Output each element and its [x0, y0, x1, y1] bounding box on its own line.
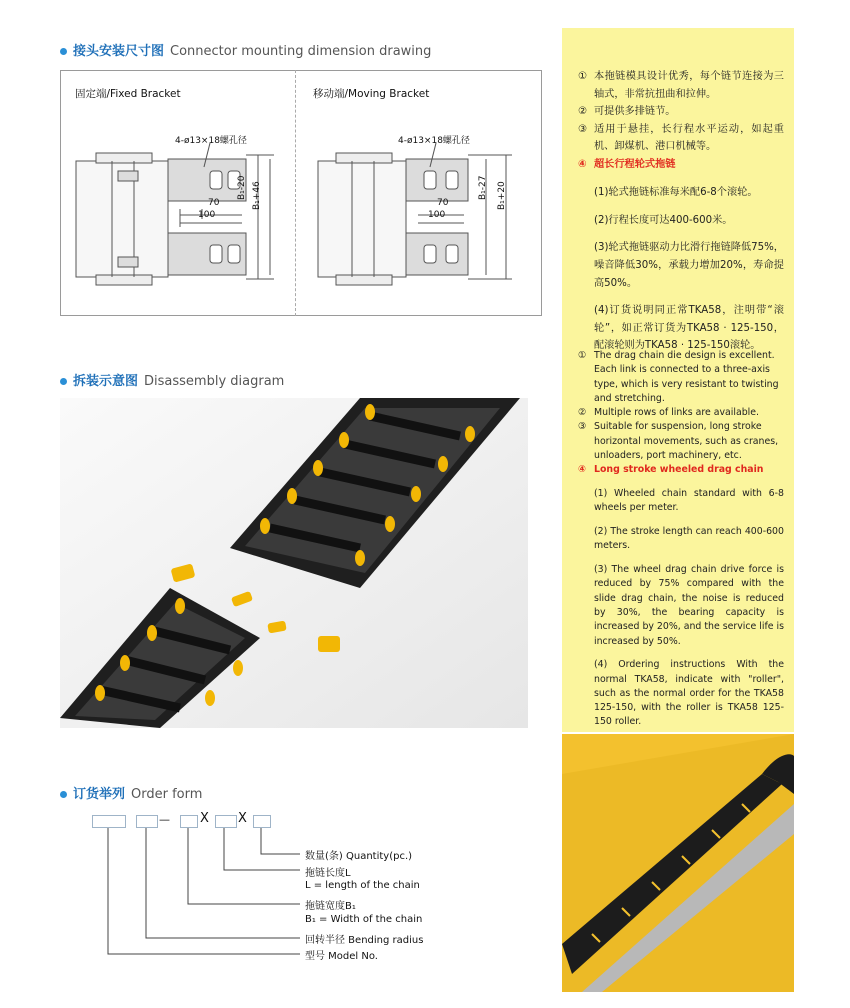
- section-title-dimension: 接头安装尺寸图 Connector mounting dimension drawing: [60, 40, 431, 59]
- installation-photo: [562, 734, 794, 992]
- fixed-hole-spec: 4-ø13×18螺孔径: [175, 136, 247, 146]
- fixed-bracket-label: 固定端/Fixed Bracket: [75, 88, 181, 100]
- order-label-radius: 回转半径 Bending radius: [305, 935, 424, 946]
- feature-cn-4: ④ 超长行程轮式拖链: [578, 158, 676, 170]
- features-en-list: [578, 349, 784, 739]
- order-separator-dash: —: [159, 813, 170, 826]
- feature-en-1: ① The drag chain die design is excellent. Each link is connected to a three-axis type, which is very resistant to twisting and stretching.: [578, 350, 779, 404]
- feature-en-2: ② Multiple rows of links are available.: [578, 407, 760, 419]
- feature-en-4: ④ Long stroke wheeled drag chain: [578, 464, 764, 476]
- order-label-width-en: B₁ = Width of the chain: [305, 914, 423, 925]
- order-separator-x2: X: [238, 811, 247, 826]
- bullet-icon: [60, 378, 67, 385]
- order-separator-x1: X: [200, 811, 209, 826]
- section-title-disassembly: 拆装示意图 Disassembly diagram: [60, 370, 284, 389]
- feature-cn-2: ② 可提供多排链节。: [578, 106, 676, 118]
- order-label-length-en: L = length of the chain: [305, 880, 420, 891]
- order-label-quantity: 数量(条) Quantity(pc.): [305, 851, 413, 862]
- fixed-dim-100: 100: [198, 210, 216, 220]
- moving-hole-spec: 4-ø13×18螺孔径: [398, 136, 470, 146]
- moving-dim-100: 100: [428, 210, 446, 220]
- moving-dim-b1: B₁-27: [478, 175, 488, 200]
- disassembly-photo: [60, 398, 528, 728]
- order-label-model: 型号 Model No.: [305, 951, 378, 962]
- feature-cn-1: ① 本拖链模具设计优秀，每个链节连接为三轴式，非常抗扭曲和拉伸。: [578, 71, 784, 100]
- fixed-dim-b1b: B₁+46: [252, 181, 262, 210]
- section-title-order: 订货举列 Order form: [60, 783, 202, 802]
- moving-dim-70: 70: [437, 198, 449, 208]
- bullet-icon: [60, 791, 67, 798]
- order-label-width-cn: 拖链宽度B₁: [305, 901, 356, 912]
- feature-cn-4-details: (1)轮式拖链标准每米配6-8个滚轮。 (2)行程长度可达400-600米。 (3)轮式拖链驱动力比滑行拖链降低75%，噪音降低30%，承载力增加20%，寿命提高50%。 (4)订货说明同正常TKA58，注明带“滚轮”，如正常订货为TKA58 · 125-150，配滚轮则为TKA58 · 125-150滚轮。: [594, 186, 784, 352]
- moving-bracket-label: 移动端/Moving Bracket: [313, 88, 430, 100]
- feature-en-4-details: (1) Wheeled chain standard with 6-8 wheels per meter. (2) The stroke length can reach 400-600 meters. (3) The wheel drag chain drive force is reduced by 75% compared with the slide drag chain, the noise is reduced by 30%, the bearing capacity is increased by 20%, and the service life is increased by 50%. (4) Ordering instructions With the normal TKA58, indicate with "roller", such as the normal order for the TKA58 125-150, with the roller is TKA58 125-150 roller.: [594, 488, 785, 728]
- feature-en-3: ③ Suitable for suspension, long stroke horizontal movements, such as cranes, unloaders, port machinery, etc.: [578, 421, 779, 462]
- bullet-icon: [60, 48, 67, 55]
- panel-divider: [295, 70, 296, 316]
- fixed-dim-70: 70: [208, 198, 220, 208]
- order-label-length-cn: 拖链长度L: [305, 868, 351, 879]
- features-cn-list: [578, 68, 784, 365]
- order-leader-lines: [90, 826, 310, 958]
- fixed-dim-b1: B₁-20: [237, 175, 247, 200]
- moving-dim-b1b: B₁+20: [497, 181, 507, 210]
- feature-cn-3: ③ 适用于悬挂，长行程水平运动，如起重机、卸煤机、港口机械等。: [578, 123, 784, 153]
